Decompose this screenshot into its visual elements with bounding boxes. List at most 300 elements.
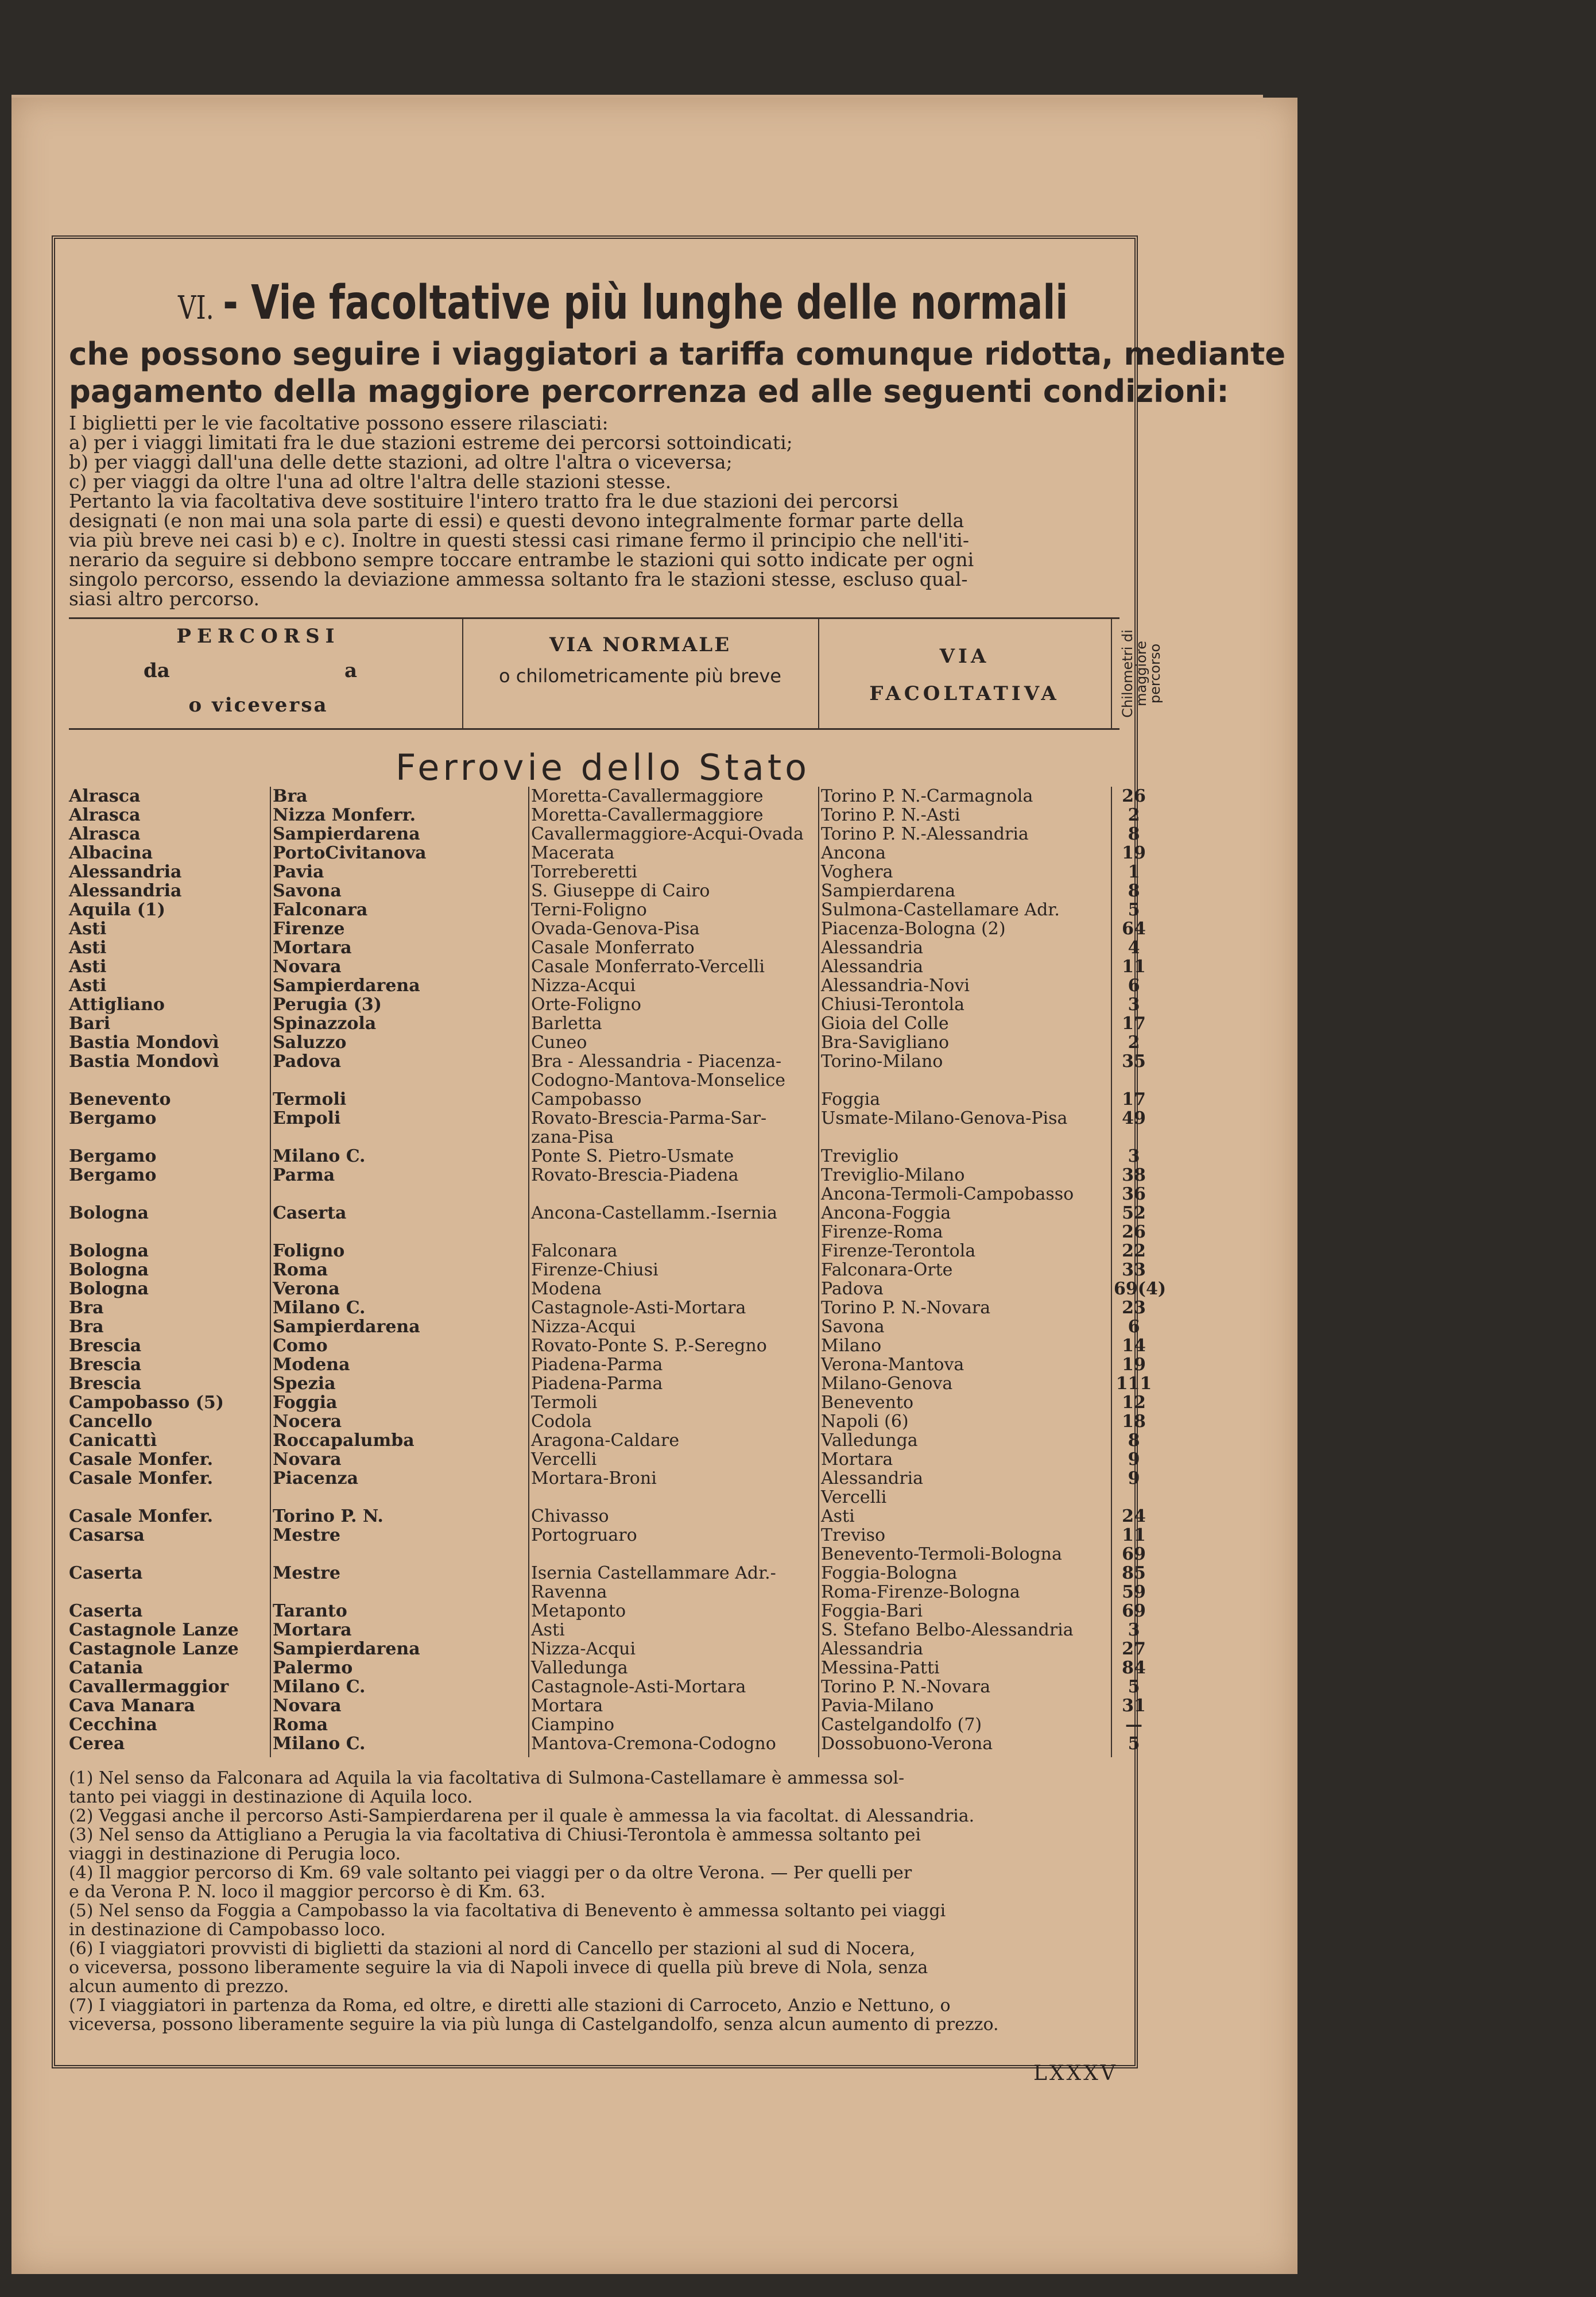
extra-km: 6 bbox=[1128, 1317, 1140, 1337]
table-row bbox=[69, 843, 1146, 863]
via-normale: Ovada-Genova-Pisa bbox=[531, 919, 700, 939]
via-facoltativa: Gioia del Colle bbox=[821, 1014, 949, 1034]
header-a: a bbox=[344, 659, 358, 682]
intro-line: nerario da seguire si debbono sempre toccare entrambe le stazioni qui sotto indicate per ogni bbox=[69, 548, 974, 571]
table-row bbox=[69, 1014, 1146, 1034]
via-normale: Metaponto bbox=[531, 1601, 626, 1621]
extra-km: 8 bbox=[1128, 824, 1140, 844]
via-normale: Cavallermaggiore-Acqui-Ovada bbox=[531, 824, 804, 844]
via-normale: Rovato-Ponte S. P.-Seregno bbox=[531, 1336, 767, 1356]
to-station: Nocera bbox=[273, 1412, 342, 1432]
via-normale: Aragona-Caldare bbox=[531, 1430, 680, 1451]
table-row bbox=[69, 1071, 1119, 1090]
from-station: Caserta bbox=[69, 1601, 143, 1621]
from-station: Bastia Mondovì bbox=[69, 1033, 219, 1053]
to-station: Perugia (3) bbox=[273, 995, 382, 1015]
extra-km: 36 bbox=[1122, 1184, 1146, 1204]
extra-km: 59 bbox=[1122, 1582, 1146, 1602]
table-row bbox=[69, 1468, 1140, 1488]
extra-km: 52 bbox=[1122, 1203, 1146, 1223]
extra-km: 5 bbox=[1128, 1734, 1140, 1754]
table-row bbox=[69, 1355, 1146, 1375]
table-row bbox=[69, 1658, 1146, 1678]
to-station: PortoCivitanova bbox=[273, 843, 427, 863]
extra-km: 17 bbox=[1122, 1089, 1146, 1109]
via-facoltativa: Torino P. N.-Novara bbox=[821, 1298, 991, 1318]
extra-km: 8 bbox=[1128, 881, 1140, 901]
via-normale: Campobasso bbox=[531, 1089, 642, 1109]
from-station: Benevento bbox=[69, 1089, 171, 1109]
to-station: Sampierdarena bbox=[273, 976, 420, 996]
extra-km: 1 bbox=[1128, 862, 1140, 882]
table-row bbox=[69, 1677, 1140, 1697]
extra-km: 31 bbox=[1122, 1696, 1146, 1716]
to-station: Mortara bbox=[273, 938, 352, 958]
via-normale: Casale Monferrato bbox=[531, 938, 695, 958]
via-normale: Mortara-Broni bbox=[531, 1468, 657, 1488]
table-row bbox=[69, 881, 1140, 901]
to-station: Milano C. bbox=[273, 1734, 366, 1754]
from-station: Bologna bbox=[69, 1203, 149, 1223]
header-km: Chilometri di maggiore percorso bbox=[1119, 629, 1163, 718]
table-header bbox=[69, 617, 1163, 730]
extra-km: 84 bbox=[1122, 1658, 1146, 1678]
to-station: Modena bbox=[273, 1355, 350, 1375]
from-station: Bastia Mondovì bbox=[69, 1051, 219, 1072]
via-normale: Bra - Alessandria - Piacenza- bbox=[531, 1051, 782, 1072]
via-normale: Nizza-Acqui bbox=[531, 976, 636, 996]
from-station: Cancello bbox=[69, 1412, 153, 1432]
via-facoltativa: Sulmona-Castellamare Adr. bbox=[821, 900, 1060, 920]
via-facoltativa: Torino P. N.-Alessandria bbox=[821, 824, 1029, 844]
from-station: Caserta bbox=[69, 1563, 143, 1583]
via-normale: S. Giuseppe di Cairo bbox=[531, 881, 710, 901]
from-station: Catania bbox=[69, 1658, 144, 1678]
table-row bbox=[69, 995, 1140, 1015]
table-row bbox=[69, 976, 1140, 996]
header-da: da bbox=[144, 659, 170, 682]
table-row bbox=[69, 1620, 1140, 1640]
via-facoltativa: Torino P. N.-Novara bbox=[821, 1677, 991, 1697]
via-normale: Torreberetti bbox=[531, 862, 637, 882]
extra-km: 4 bbox=[1128, 938, 1140, 958]
table-row bbox=[69, 1374, 1152, 1394]
via-normale: Codogno-Mantova-Monselice bbox=[531, 1070, 786, 1091]
via-normale: Firenze-Chiusi bbox=[531, 1260, 658, 1280]
footnote-line: e da Verona P. N. loco il maggior percorso è di Km. 63. bbox=[69, 1882, 546, 1902]
table-row bbox=[69, 1639, 1146, 1659]
extra-km: 6 bbox=[1128, 976, 1140, 996]
via-normale: Nizza-Acqui bbox=[531, 1317, 636, 1337]
extra-km: 5 bbox=[1128, 1677, 1140, 1697]
footnotes bbox=[69, 1769, 1119, 2034]
via-facoltativa: Alessandria-Novi bbox=[821, 976, 970, 996]
footnote-line: (3) Nel senso da Attigliano a Perugia la via facoltativa di Chiusi-Terontola è ammessa soltanto pei bbox=[69, 1825, 921, 1845]
extra-km: 69 bbox=[1122, 1544, 1146, 1564]
from-station: Bari bbox=[69, 1014, 110, 1034]
extra-km: 69(4) bbox=[1114, 1279, 1167, 1299]
footnote-line: tanto pei viaggi in destinazione di Aquila loco. bbox=[69, 1787, 473, 1807]
via-facoltativa: Vercelli bbox=[821, 1487, 887, 1507]
table-row bbox=[69, 1108, 1146, 1128]
intro-paragraph bbox=[69, 413, 1119, 609]
via-normale: Ravenna bbox=[531, 1582, 607, 1602]
from-station: Bologna bbox=[69, 1241, 149, 1261]
via-facoltativa: Foggia bbox=[821, 1089, 881, 1109]
from-station: Canicattì bbox=[69, 1430, 157, 1451]
via-normale: Orte-Foligno bbox=[531, 995, 641, 1015]
via-facoltativa: Torino P. N.-Carmagnola bbox=[821, 786, 1033, 806]
via-facoltativa: Padova bbox=[821, 1279, 884, 1299]
routes-table bbox=[69, 786, 1167, 1754]
via-normale: Mantova-Cremona-Codogno bbox=[531, 1734, 776, 1754]
extra-km: 19 bbox=[1122, 843, 1146, 863]
via-normale: Termoli bbox=[531, 1393, 598, 1413]
footnote-line: o viceversa, possono liberamente seguire la via di Napoli invece di quella più breve di Nola, senza bbox=[69, 1958, 928, 1978]
from-station: Bologna bbox=[69, 1260, 149, 1280]
via-facoltativa: Alessandria bbox=[821, 957, 924, 977]
via-facoltativa: Mortara bbox=[821, 1449, 893, 1470]
from-station: Bra bbox=[69, 1298, 104, 1318]
via-normale: Rovato-Brescia-Parma-Sar- bbox=[531, 1108, 767, 1128]
via-facoltativa: Treviso bbox=[821, 1525, 886, 1545]
table-row bbox=[69, 862, 1140, 882]
extra-km: 12 bbox=[1122, 1393, 1146, 1413]
from-station: Cerea bbox=[69, 1734, 125, 1754]
via-facoltativa: Alessandria bbox=[821, 1639, 924, 1659]
via-facoltativa: Alessandria bbox=[821, 938, 924, 958]
table-row bbox=[69, 1393, 1146, 1413]
table-row bbox=[69, 1544, 1146, 1564]
table-row bbox=[69, 1696, 1146, 1716]
via-normale: Castagnole-Asti-Mortara bbox=[531, 1677, 746, 1697]
footnote-line: (1) Nel senso da Falconara ad Aquila la via facoltativa di Sulmona-Castellamare è ammessa sol- bbox=[69, 1768, 905, 1788]
from-station: Castagnole Lanze bbox=[69, 1639, 239, 1659]
to-station: Saluzzo bbox=[273, 1033, 347, 1053]
via-normale: Ciampino bbox=[531, 1715, 615, 1735]
table-row bbox=[69, 1506, 1146, 1526]
table-row bbox=[69, 1488, 1119, 1507]
to-station: Pavia bbox=[273, 862, 324, 882]
to-station: Roma bbox=[273, 1715, 328, 1735]
title-text: - Vie facoltative più lunghe delle normali bbox=[223, 276, 1068, 330]
via-facoltativa: Benevento bbox=[821, 1393, 914, 1413]
extra-km: 19 bbox=[1122, 1355, 1146, 1375]
to-station: Mestre bbox=[273, 1563, 340, 1583]
extra-km: 49 bbox=[1122, 1108, 1146, 1128]
via-normale: Piadena-Parma bbox=[531, 1374, 663, 1394]
via-facoltativa: Torino P. N.-Asti bbox=[821, 805, 960, 825]
table-row bbox=[69, 1146, 1140, 1166]
to-station: Spinazzola bbox=[273, 1014, 377, 1034]
via-facoltativa: Bra-Savigliano bbox=[821, 1033, 950, 1053]
from-station: Brescia bbox=[69, 1355, 142, 1375]
table-row bbox=[69, 824, 1140, 844]
footnote-line: (4) Il maggior percorso di Km. 69 vale soltanto pei viaggi per o da oltre Verona. — Per quelli per bbox=[69, 1863, 912, 1883]
via-facoltativa: Falconara-Orte bbox=[821, 1260, 953, 1280]
extra-km: 33 bbox=[1122, 1260, 1146, 1280]
table-row bbox=[69, 1222, 1146, 1242]
to-station: Mestre bbox=[273, 1525, 340, 1545]
to-station: Como bbox=[273, 1336, 328, 1356]
from-station: Casale Monfer. bbox=[69, 1468, 214, 1488]
header-via-normale: VIA NORMALE bbox=[549, 633, 731, 656]
footnote-line: (2) Veggasi anche il percorso Asti-Sampierdarena per il quale è ammessa la via facoltat. di Alessandria. bbox=[69, 1806, 975, 1826]
from-station: Brescia bbox=[69, 1374, 142, 1394]
table-row bbox=[69, 1715, 1142, 1735]
footnote-line: viaggi in destinazione di Perugia loco. bbox=[69, 1844, 401, 1864]
via-facoltativa: S. Stefano Belbo-Alessandria bbox=[821, 1620, 1074, 1640]
extra-km: 3 bbox=[1128, 995, 1140, 1015]
to-station: Milano C. bbox=[273, 1677, 366, 1697]
via-facoltativa: Pavia-Milano bbox=[821, 1696, 934, 1716]
via-normale: Isernia Castellammare Adr.- bbox=[531, 1563, 776, 1583]
via-facoltativa: Savona bbox=[821, 1317, 885, 1337]
table-row bbox=[69, 1317, 1140, 1337]
extra-km: 35 bbox=[1122, 1051, 1146, 1072]
from-station: Attigliano bbox=[69, 995, 165, 1015]
table-row bbox=[69, 805, 1140, 825]
table-row bbox=[69, 1033, 1140, 1053]
via-facoltativa: Treviglio bbox=[821, 1146, 899, 1166]
from-station: Alrasca bbox=[69, 824, 141, 844]
via-normale: Modena bbox=[531, 1279, 602, 1299]
via-normale: Ancona-Castellamm.-Isernia bbox=[531, 1203, 778, 1223]
from-station: Alessandria bbox=[69, 881, 182, 901]
to-station: Firenze bbox=[273, 919, 345, 939]
via-facoltativa: Benevento-Termoli-Bologna bbox=[821, 1544, 1062, 1564]
via-facoltativa: Roma-Firenze-Bologna bbox=[821, 1582, 1020, 1602]
from-station: Brescia bbox=[69, 1336, 142, 1356]
table-row bbox=[69, 1734, 1140, 1754]
header-via-facoltativa-1: VIA bbox=[939, 645, 990, 668]
via-facoltativa: Milano-Genova bbox=[821, 1374, 953, 1394]
footnote-line: (5) Nel senso da Foggia a Campobasso la via facoltativa di Benevento è ammessa soltanto pei viaggi bbox=[69, 1901, 946, 1921]
table-row bbox=[69, 1279, 1167, 1299]
subtitle-line-1: che possono seguire i viaggiatori a tariffa comunque ridotta, mediante bbox=[69, 336, 1286, 372]
via-facoltativa: Firenze-Roma bbox=[821, 1222, 943, 1242]
from-station: Casale Monfer. bbox=[69, 1506, 214, 1526]
via-facoltativa: Foggia-Bari bbox=[821, 1601, 923, 1621]
via-facoltativa: Chiusi-Terontola bbox=[821, 995, 965, 1015]
intro-line: c) per viaggi da oltre l'una ad oltre l'altra delle stazioni stesse. bbox=[69, 470, 672, 493]
from-station: Asti bbox=[69, 919, 107, 939]
table-row bbox=[69, 1525, 1146, 1545]
via-facoltativa: Foggia-Bologna bbox=[821, 1563, 958, 1583]
footnote-line: (6) I viaggiatori provvisti di biglietti da stazioni al nord di Cancello per stazioni al sud di Nocera, bbox=[69, 1939, 916, 1959]
via-facoltativa: Voghera bbox=[821, 862, 893, 882]
header-percorsi: PERCORSI bbox=[176, 625, 340, 648]
to-station: Novara bbox=[273, 957, 342, 977]
extra-km: 38 bbox=[1122, 1165, 1146, 1185]
extra-km: 85 bbox=[1122, 1563, 1146, 1583]
to-station: Bra bbox=[273, 786, 308, 806]
from-station: Casarsa bbox=[69, 1525, 145, 1545]
from-station: Bergamo bbox=[69, 1108, 157, 1128]
intro-line: via più breve nei casi b) e c). Inoltre in questi stessi casi rimane fermo il principio che nell'iti- bbox=[69, 529, 970, 551]
extra-km: 69 bbox=[1122, 1601, 1146, 1621]
extra-km: 18 bbox=[1122, 1412, 1146, 1432]
from-station: Castagnole Lanze bbox=[69, 1620, 239, 1640]
via-normale: Rovato-Brescia-Piadena bbox=[531, 1165, 739, 1185]
intro-line: b) per viaggi dall'una delle dette stazioni, ad oltre l'altra o viceversa; bbox=[69, 451, 733, 473]
via-normale: Falconara bbox=[531, 1241, 618, 1261]
via-facoltativa: Firenze-Terontola bbox=[821, 1241, 976, 1261]
via-facoltativa: Ancona-Termoli-Campobasso bbox=[821, 1184, 1074, 1204]
from-station: Asti bbox=[69, 938, 107, 958]
extra-km: — bbox=[1125, 1715, 1142, 1735]
via-facoltativa: Milano bbox=[821, 1336, 882, 1356]
extra-km: 9 bbox=[1128, 1468, 1140, 1488]
table-row bbox=[69, 938, 1140, 958]
from-station: Bologna bbox=[69, 1279, 149, 1299]
to-station: Roccapalumba bbox=[273, 1430, 415, 1451]
via-normale: Casale Monferrato-Vercelli bbox=[531, 957, 765, 977]
table-row bbox=[69, 1298, 1146, 1318]
extra-km: 111 bbox=[1115, 1374, 1152, 1394]
section-title: Ferrovie dello Stato bbox=[395, 747, 811, 788]
extra-km: 14 bbox=[1122, 1336, 1146, 1356]
page-title bbox=[178, 276, 1068, 330]
from-station: Albacina bbox=[69, 843, 153, 863]
to-station: Nizza Monferr. bbox=[273, 805, 416, 825]
via-normale: Cuneo bbox=[531, 1033, 587, 1053]
table-row bbox=[69, 1563, 1146, 1583]
to-station: Verona bbox=[273, 1279, 340, 1299]
header-via-normale-sub: o chilometricamente più breve bbox=[499, 665, 781, 687]
table-row bbox=[69, 1260, 1146, 1280]
to-station: Termoli bbox=[273, 1089, 347, 1109]
via-normale: Moretta-Cavallermaggiore bbox=[531, 805, 764, 825]
to-station: Novara bbox=[273, 1696, 342, 1716]
extra-km: 24 bbox=[1122, 1506, 1146, 1526]
footnote-line: in destinazione di Campobasso loco. bbox=[69, 1920, 386, 1940]
extra-km: 23 bbox=[1122, 1298, 1146, 1318]
via-normale: Castagnole-Asti-Mortara bbox=[531, 1298, 746, 1318]
to-station: Roma bbox=[273, 1260, 328, 1280]
table-row bbox=[69, 1089, 1146, 1109]
to-station: Caserta bbox=[273, 1203, 347, 1223]
to-station: Milano C. bbox=[273, 1298, 366, 1318]
table-row bbox=[69, 786, 1146, 806]
via-normale: zana-Pisa bbox=[531, 1127, 614, 1147]
via-normale: Codola bbox=[531, 1412, 592, 1432]
table-row bbox=[69, 1051, 1146, 1072]
to-station: Taranto bbox=[273, 1601, 347, 1621]
intro-line: siasi altro percorso. bbox=[69, 587, 260, 610]
table-row bbox=[69, 957, 1146, 977]
extra-km: 2 bbox=[1128, 805, 1140, 825]
to-station: Piacenza bbox=[273, 1468, 359, 1488]
to-station: Sampierdarena bbox=[273, 1317, 420, 1337]
extra-km: 9 bbox=[1128, 1449, 1140, 1470]
page-number: LXXXV bbox=[1033, 2062, 1118, 2085]
via-normale: Ponte S. Pietro-Usmate bbox=[531, 1146, 734, 1166]
table-row bbox=[69, 1601, 1146, 1621]
from-station: Bra bbox=[69, 1317, 104, 1337]
extra-km: 2 bbox=[1128, 1033, 1140, 1053]
extra-km: 11 bbox=[1122, 1525, 1146, 1545]
via-facoltativa: Treviglio-Milano bbox=[821, 1165, 965, 1185]
header-viceversa: o viceversa bbox=[188, 694, 328, 717]
footnote-line: (7) I viaggiatori in partenza da Roma, ed oltre, e diretti alle stazioni di Carroceto, Anzio e Nettuno, o bbox=[69, 1996, 951, 2016]
to-station: Falconara bbox=[273, 900, 368, 920]
intro-line: a) per i viaggi limitati fra le due stazioni estreme dei percorsi sottoindicati; bbox=[69, 431, 793, 454]
from-station: Asti bbox=[69, 957, 107, 977]
table-row bbox=[69, 919, 1146, 939]
to-station: Sampierdarena bbox=[273, 824, 420, 844]
via-normale: Mortara bbox=[531, 1696, 603, 1716]
from-station: Cavallermaggior bbox=[69, 1677, 229, 1697]
extra-km: 8 bbox=[1128, 1430, 1140, 1451]
table-row bbox=[69, 1430, 1140, 1451]
via-normale: Portogruaro bbox=[531, 1525, 637, 1545]
table-row bbox=[69, 1241, 1146, 1261]
to-station: Milano C. bbox=[273, 1146, 366, 1166]
to-station: Novara bbox=[273, 1449, 342, 1470]
from-station: Alrasca bbox=[69, 805, 141, 825]
via-normale: Terni-Foligno bbox=[531, 900, 647, 920]
section-number: VI. bbox=[178, 289, 214, 327]
table-row bbox=[69, 1203, 1146, 1223]
to-station: Mortara bbox=[273, 1620, 352, 1640]
intro-line: designati (e non mai una sola parte di essi) e questi devono integralmente formar parte della bbox=[69, 509, 964, 532]
via-facoltativa: Ancona-Foggia bbox=[821, 1203, 951, 1223]
to-station: Foligno bbox=[273, 1241, 345, 1261]
subtitle-line-2: pagamento della maggiore percorrenza ed alle seguenti condizioni: bbox=[69, 373, 1229, 409]
table-row bbox=[69, 1449, 1140, 1470]
table-row bbox=[69, 900, 1140, 920]
extra-km: 26 bbox=[1122, 786, 1146, 806]
extra-km: 3 bbox=[1128, 1620, 1140, 1640]
from-station: Aquila (1) bbox=[69, 900, 166, 920]
from-station: Cava Manara bbox=[69, 1696, 195, 1716]
via-facoltativa: Ancona bbox=[821, 843, 886, 863]
header-via-facoltativa-2: FACOLTATIVA bbox=[869, 682, 1060, 705]
to-station: Palermo bbox=[273, 1658, 353, 1678]
via-facoltativa: Dossobuono-Verona bbox=[821, 1734, 993, 1754]
via-normale: Valledunga bbox=[531, 1658, 628, 1678]
intro-line: singolo percorso, essendo la deviazione ammessa soltanto fra le stazioni stesse, escluso qual- bbox=[69, 568, 968, 590]
via-facoltativa: Piacenza-Bologna (2) bbox=[821, 919, 1006, 939]
extra-km: 22 bbox=[1122, 1241, 1146, 1261]
to-station: Spezia bbox=[273, 1374, 336, 1394]
extra-km: 5 bbox=[1128, 900, 1140, 920]
from-station: Alessandria bbox=[69, 862, 182, 882]
via-facoltativa: Asti bbox=[821, 1506, 855, 1526]
via-facoltativa: Castelgandolfo (7) bbox=[821, 1715, 982, 1735]
via-normale: Chivasso bbox=[531, 1506, 609, 1526]
table-row bbox=[69, 1184, 1146, 1204]
via-normale: Piadena-Parma bbox=[531, 1355, 663, 1375]
to-station: Sampierdarena bbox=[273, 1639, 420, 1659]
via-normale: Vercelli bbox=[531, 1449, 597, 1470]
to-station: Padova bbox=[273, 1051, 342, 1072]
intro-line: Pertanto la via facoltativa deve sostituire l'intero tratto fra le due stazioni dei percorsi bbox=[69, 490, 898, 512]
from-station: Bergamo bbox=[69, 1165, 157, 1185]
via-normale: Barletta bbox=[531, 1014, 602, 1034]
extra-km: 64 bbox=[1122, 919, 1146, 939]
via-normale: Macerata bbox=[531, 843, 615, 863]
to-station: Parma bbox=[273, 1165, 335, 1185]
extra-km: 11 bbox=[1122, 957, 1146, 977]
table-row bbox=[69, 1412, 1146, 1432]
via-facoltativa: Napoli (6) bbox=[821, 1412, 909, 1432]
from-station: Cecchina bbox=[69, 1715, 157, 1735]
footnote-line: alcun aumento di prezzo. bbox=[69, 1977, 289, 1997]
via-facoltativa: Sampierdarena bbox=[821, 881, 956, 901]
via-normale: Moretta-Cavallermaggiore bbox=[531, 786, 764, 806]
